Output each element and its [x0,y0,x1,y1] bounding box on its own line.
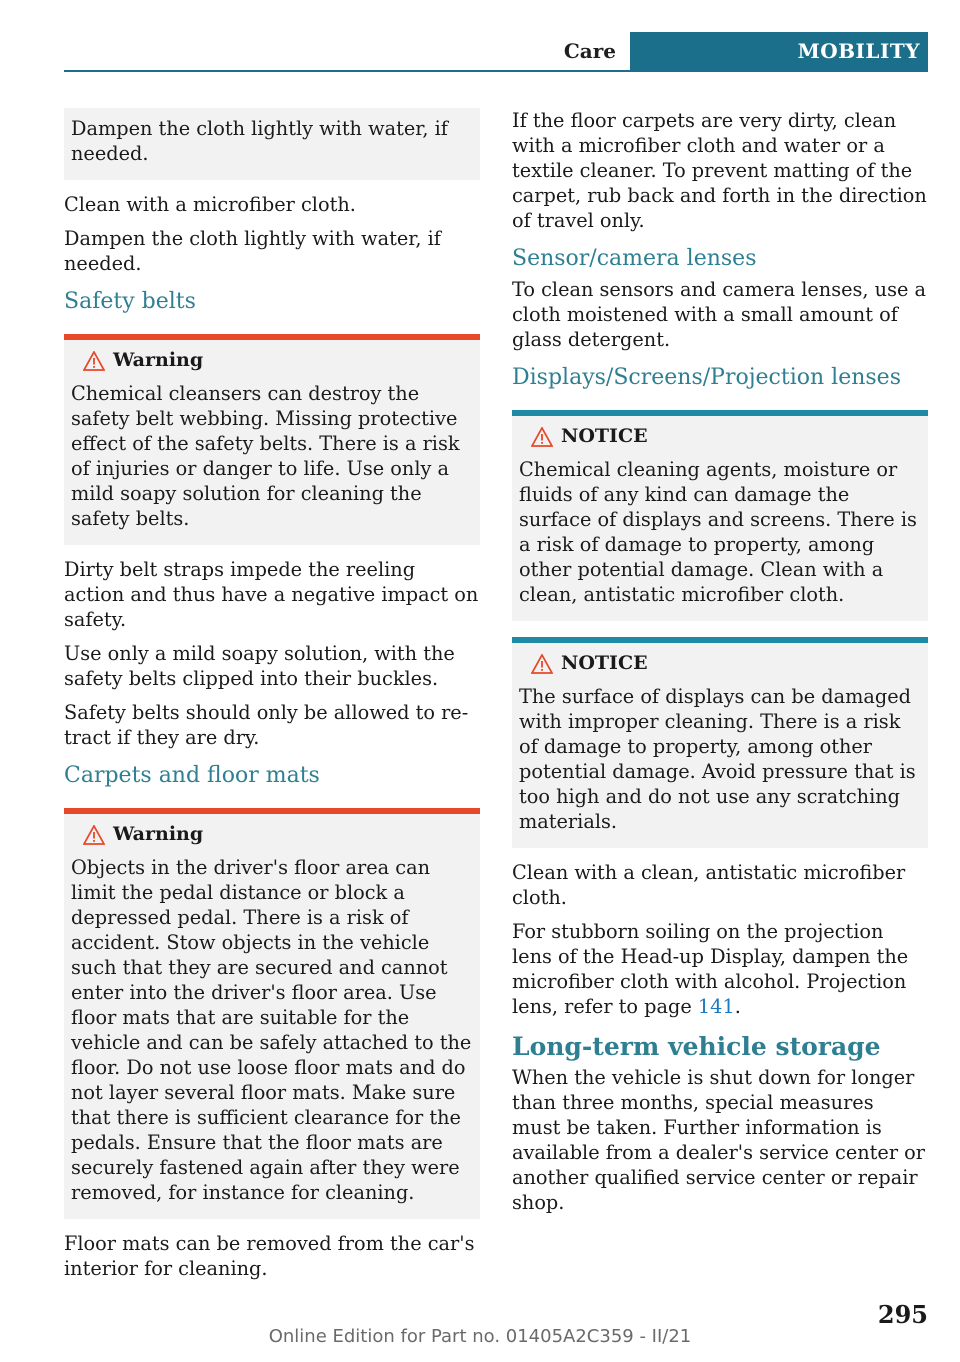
paragraph-text: . [734,995,741,1018]
paragraph: Dampen the cloth lightly with water, if needed. [64,227,441,275]
paragraph: Clean with a clean, antistatic microfiber cloth. [512,861,906,909]
warning-title [71,822,472,847]
warning-box-carpets [64,814,480,1219]
paragraph: Safety belts should only be allowed to retract if they are dry. [64,701,469,749]
section-heading-safety-belts: Safety belts [64,289,196,314]
paragraph: When the vehicle is shut down for longer than three months, special measures must be taken. Further information is available from a dealer's service center or another qualified service center or repair shop. [512,1066,926,1214]
paragraph: Floor mats can be removed from the car's interior for cleaning. [64,1232,475,1280]
paragraph: If the floor carpets are very dirty, clean with a microfiber cloth and water or a textile cleaner. To prevent matting of the carpet, rub back and forth in the direction of travel only. [512,109,927,232]
header-rule [64,70,928,72]
notice-box-2 [512,643,928,848]
notice-title [519,651,920,676]
notice-title [519,424,920,449]
paragraph-text: For stubborn soiling on the projection lens of the Head-up Display, dampen the microfiber cloth with alcohol. Projection lens, refer to page [512,920,909,1018]
notice-box-1 [512,416,928,621]
paragraph-with-link [512,919,928,1019]
warning-title-text: Warning [113,823,204,845]
paragraph: Use only a mild soapy solution, with the safety belts clipped into their buckles. [64,642,455,690]
warning-title-text: Warning [113,349,204,371]
left-column [64,108,480,1290]
footer-edition: Online Edition for Part no. 01405A2C359 - II/21 [268,1326,692,1347]
warning-triangle-icon [83,825,105,845]
paragraph: To clean sensors and camera lenses, use a cloth moistened with a small amount of glass detergent. [512,278,927,351]
header-chapter-tab: MOBILITY [630,32,928,70]
box-text: Dampen the cloth lightly with water, if needed. [71,117,448,165]
notice-triangle-icon [531,654,553,674]
notice-text: Chemical cleaning agents, moisture or fluids of any kind can damage the surface of displays and screens. There is a risk of damage to property, among other potential damage. Clean with a clean, antistatic microfiber cloth. [519,458,917,606]
section-heading-carpets: Carpets and floor mats [64,763,320,788]
page-reference-link[interactable]: 141 [697,995,735,1018]
notice-triangle-icon [531,427,553,447]
info-box-intro [64,108,480,180]
paragraph: Clean with a microfiber cloth. [64,193,356,216]
warning-triangle-icon [83,351,105,371]
header-section-label: Care [563,39,616,63]
notice-title-text: NOTICE [561,425,648,447]
paragraph: Dirty belt straps impede the reeling action and thus have a negative impact on safety. [64,558,479,631]
right-column [512,108,928,1224]
warning-title [71,348,472,373]
warning-text: Chemical cleansers can destroy the safety belt webbing. Missing protective effect of the safety belts. There is a risk of injuries or danger to life. Use only a mild soapy solution for cleaning the safety belts. [71,382,460,530]
notice-text: The surface of displays can be damaged with improper cleaning. There is a risk of damage to property, among other potential damage. Avoid pressure that is too high and do not use any scratching materials. [519,685,916,833]
section-heading-storage: Long-term vehicle storage [512,1032,881,1061]
page-number: 295 [877,1300,928,1329]
section-heading-sensor: Sensor/camera lenses [512,246,757,271]
notice-title-text: NOTICE [561,652,648,674]
warning-text: Objects in the driver's floor area can limit the pedal distance or block a depressed pedal. There is a risk of accident. Stow objects in the vehicle such that they are secured and cannot enter into the driver's floor area. Use floor mats that are suitable for the vehicle and can be safely attached to the floor. Do not use loose floor mats and do not layer several floor mats. Make sure that there is sufficient clearance for the pedals. Ensure that the floor mats are securely fastened again after they were removed, for instance for cleaning. [71,856,472,1204]
section-heading-displays: Displays/Screens/Projection lenses [512,365,901,390]
warning-box-safety-belts [64,340,480,545]
